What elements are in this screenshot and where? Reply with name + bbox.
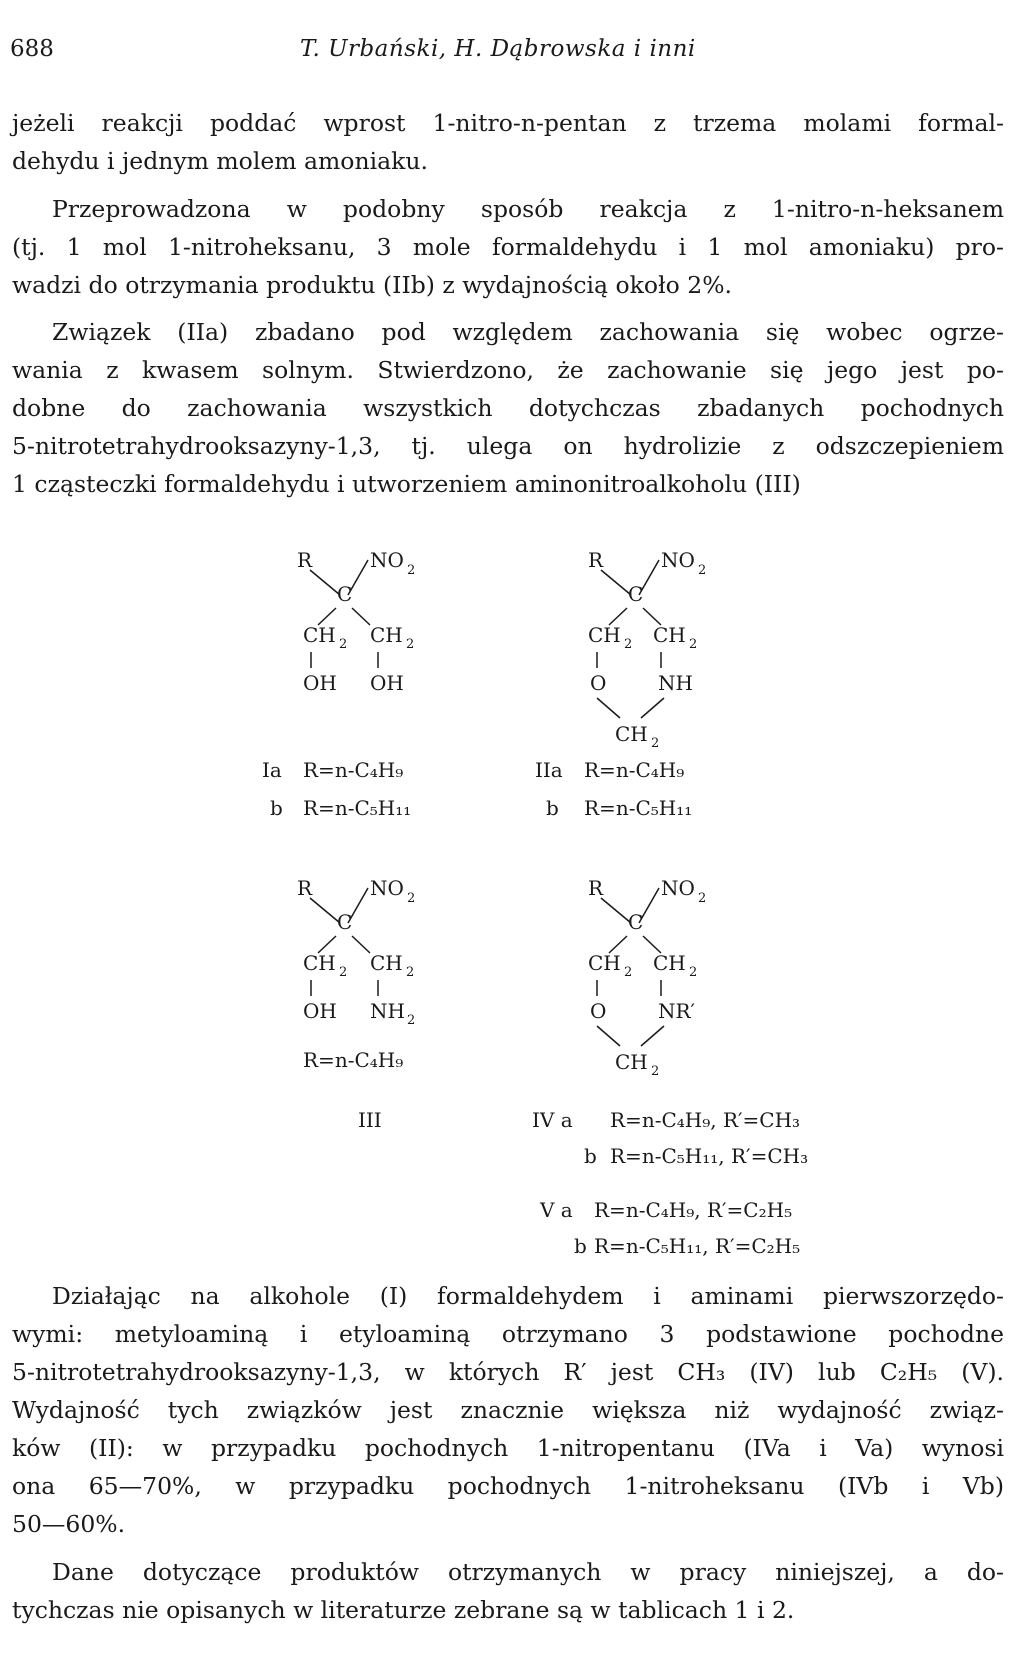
svg-text:2: 2 [406, 637, 415, 652]
structure-I [297, 548, 415, 695]
svg-text:2: 2 [339, 965, 348, 980]
svg-text:C: C [628, 910, 644, 934]
formula-IVa: R=n-C₄H₉, R′=CH₃ [610, 1108, 801, 1132]
text-line: wania z kwasem solnym. Stwierdzono, że zachowanie się jego jest po- [12, 356, 1004, 384]
svg-text:OH: OH [303, 999, 337, 1023]
svg-text:C: C [337, 910, 353, 934]
svg-text:R: R [588, 876, 604, 900]
text-line: Działając na alkohole (I) formaldehydem i aminami pierwszorzędo- [52, 1282, 1004, 1310]
structure-II [588, 548, 706, 751]
svg-text:NR′: NR′ [658, 999, 696, 1023]
svg-text:OH: OH [370, 671, 404, 695]
text-line: tychczas nie opisanych w literaturze zebrane są w tablicach 1 i 2. [12, 1596, 795, 1624]
svg-text:NO: NO [370, 548, 404, 572]
svg-text:O: O [590, 999, 607, 1023]
svg-text:NO: NO [661, 548, 695, 572]
svg-text:CH: CH [588, 951, 621, 975]
text-line: dehydu i jednym molem amoniaku. [12, 147, 428, 175]
structure-IV-V [588, 876, 706, 1079]
svg-text:2: 2 [698, 891, 707, 906]
svg-text:CH: CH [303, 623, 336, 647]
svg-text:CH: CH [370, 951, 403, 975]
svg-text:2: 2 [698, 563, 707, 578]
label-IIb: b [546, 796, 559, 820]
svg-text:C: C [337, 582, 353, 606]
formula-Ib: R=n-C₅H₁₁ [303, 796, 412, 820]
svg-text:CH: CH [615, 1050, 648, 1074]
svg-text:2: 2 [689, 965, 698, 980]
svg-text:O: O [590, 671, 607, 695]
svg-text:NH: NH [370, 999, 405, 1023]
text-line: Przeprowadzona w podobny sposób reakcja z 1-nitro-n-heksanem [52, 195, 1004, 223]
svg-text:NO: NO [661, 876, 695, 900]
formula-IVb: R=n-C₅H₁₁, R′=CH₃ [610, 1144, 809, 1168]
text-line: ków (II): w przypadku pochodnych 1-nitropentanu (IVa i Va) wynosi [12, 1434, 1004, 1462]
text-line: 1 cząsteczki formaldehydu i utworzeniem aminonitroalkoholu (III) [12, 470, 801, 498]
text-line: Wydajność tych związków jest znacznie większa niż wydajność związ- [12, 1396, 1004, 1424]
text-line: (tj. 1 mol 1-nitroheksanu, 3 mole formaldehydu i 1 mol amoniaku) pro- [12, 233, 1004, 261]
text-line: wymi: metyloaminą i etyloaminą otrzymano 3 podstawione pochodne [12, 1320, 1004, 1348]
text-line: Dane dotyczące produktów otrzymanych w pracy niniejszej, a do- [52, 1558, 1004, 1586]
text-line: wadzi do otrzymania produktu (IIb) z wydajnością około 2%. [12, 271, 733, 299]
label-Va: V a [540, 1198, 573, 1222]
formula-IIa: R=n-C₄H₉ [584, 758, 685, 782]
text-line: ona 65—70%, w przypadku pochodnych 1-nitroheksanu (IVb i Vb) [12, 1472, 1004, 1500]
page-number: 688 [10, 36, 54, 62]
svg-text:CH: CH [615, 722, 648, 746]
svg-text:CH: CH [653, 951, 686, 975]
svg-text:R: R [588, 548, 604, 572]
svg-text:2: 2 [689, 637, 698, 652]
structure-III [297, 876, 415, 1028]
svg-text:CH: CH [653, 623, 686, 647]
svg-text:CH: CH [370, 623, 403, 647]
label-Vb: b [574, 1234, 587, 1258]
svg-text:NH: NH [658, 671, 693, 695]
formula-IIb: R=n-C₅H₁₁ [584, 796, 693, 820]
svg-text:CH: CH [303, 951, 336, 975]
text-line: Związek (IIa) zbadano pod względem zachowania się wobec ogrze- [52, 318, 1004, 346]
svg-text:2: 2 [407, 563, 416, 578]
label-Ib: b [270, 796, 283, 820]
svg-text:2: 2 [407, 1013, 416, 1028]
svg-text:2: 2 [406, 965, 415, 980]
paragraph-5 [12, 1553, 1004, 1629]
formula-III: R=n-C₄H₉ [303, 1048, 404, 1072]
svg-text:CH: CH [588, 623, 621, 647]
svg-text:R: R [297, 548, 313, 572]
formula-Ia: R=n-C₄H₉ [303, 758, 404, 782]
svg-text:C: C [628, 582, 644, 606]
label-Ia: Ia [262, 758, 282, 782]
formula-Vb: R=n-C₅H₁₁, R′=C₂H₅ [594, 1234, 801, 1258]
text-line: jeżeli reakcji poddać wprost 1-nitro-n-pentan z trzema molami formal- [12, 109, 1004, 137]
paragraph-4 [12, 1277, 1004, 1543]
label-IVb: b [584, 1144, 597, 1168]
svg-text:2: 2 [624, 637, 633, 652]
label-IIa: IIa [535, 758, 563, 782]
formula-Va: R=n-C₄H₉, R′=C₂H₅ [594, 1198, 793, 1222]
svg-text:2: 2 [624, 965, 633, 980]
running-head: T. Urbański, H. Dąbrowska i inni [300, 36, 696, 62]
label-IVa: IV a [532, 1108, 573, 1132]
svg-text:NO: NO [370, 876, 404, 900]
svg-text:2: 2 [339, 637, 348, 652]
svg-text:2: 2 [407, 891, 416, 906]
text-line: 5-nitrotetrahydrooksazyny-1,3, w których R′ jest CH₃ (IV) lub C₂H₅ (V). [12, 1358, 1004, 1386]
svg-text:OH: OH [303, 671, 337, 695]
label-III: III [358, 1108, 382, 1132]
text-line: dobne do zachowania wszystkich dotychczas zbadanych pochodnych [12, 394, 1004, 422]
svg-text:R: R [297, 876, 313, 900]
text-line: 5-nitrotetrahydrooksazyny-1,3, tj. ulega on hydrolizie z odszczepieniem [12, 432, 1004, 460]
svg-text:2: 2 [651, 736, 660, 751]
text-line: 50—60%. [12, 1510, 126, 1538]
svg-text:2: 2 [651, 1064, 660, 1079]
